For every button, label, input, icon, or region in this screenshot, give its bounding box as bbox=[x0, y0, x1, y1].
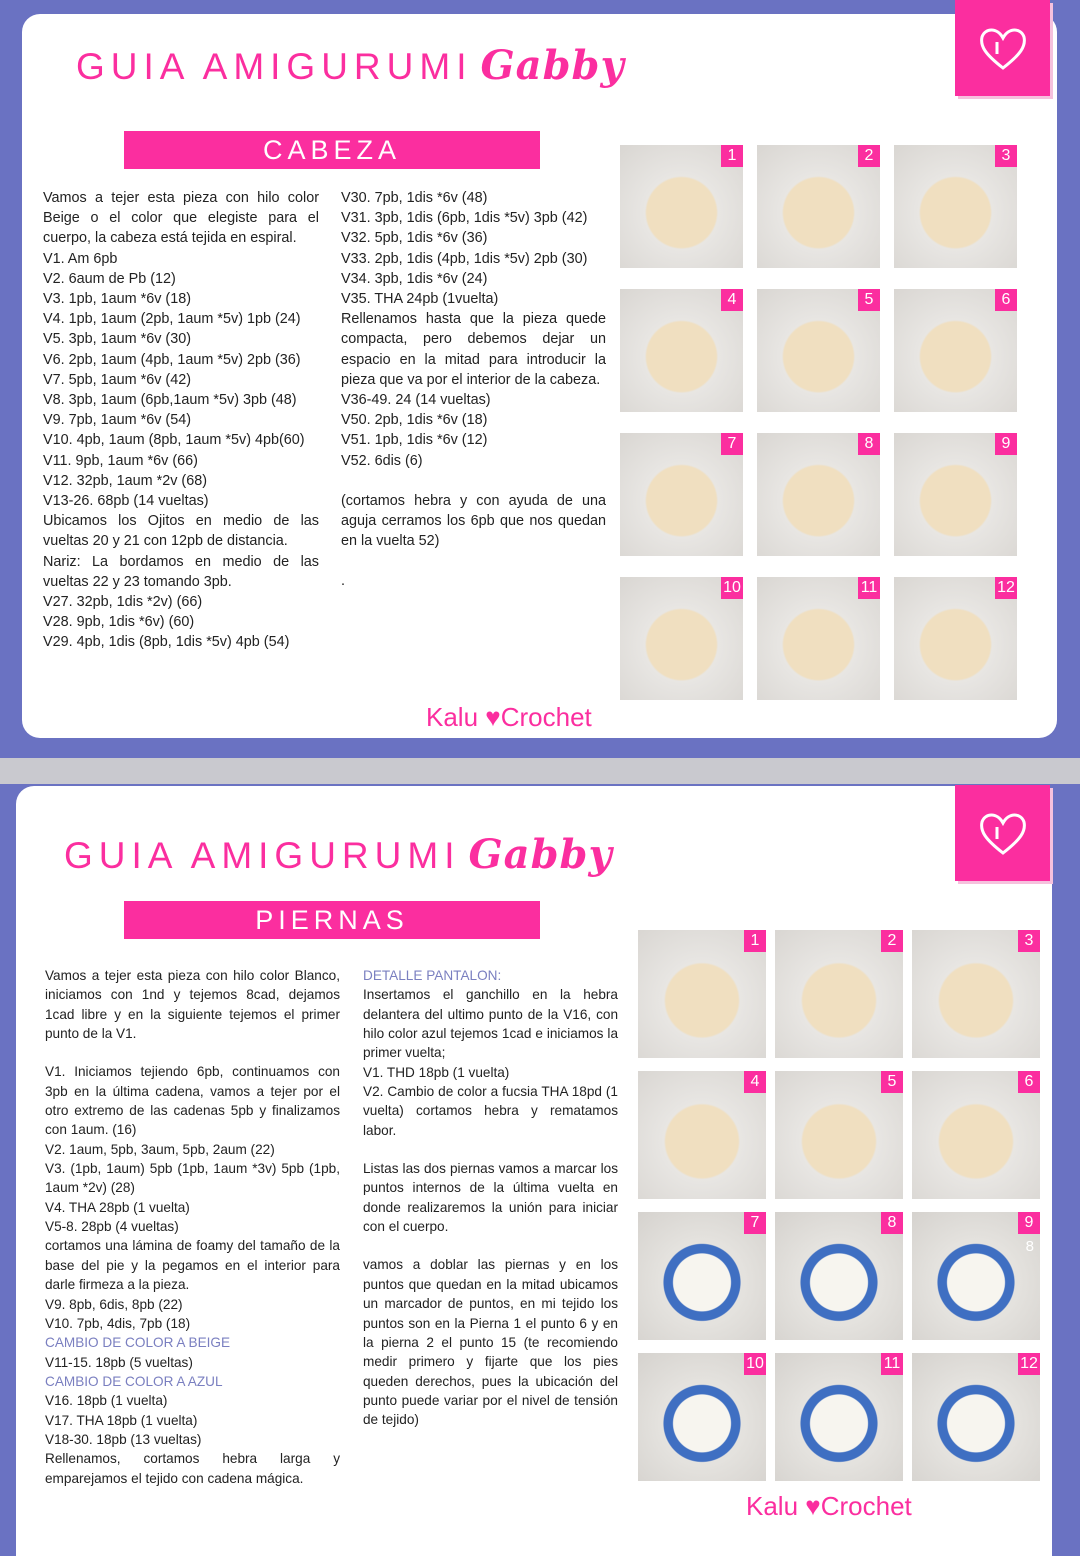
page-piernas bbox=[16, 786, 1052, 1556]
step-photo bbox=[775, 930, 903, 1058]
instruction-line: V52. 6dis (6) bbox=[341, 452, 423, 469]
instruction-line: V8. 3pb, 1aum (6pb,1aum *5v) 3pb (48) bbox=[43, 392, 297, 409]
step-number-badge: 11 bbox=[858, 577, 880, 599]
instruction-line: Vamos a tejer esta pieza con hilo color Beige o el color que elegiste para el cuerpo, la cabeza está tejida en espiral. bbox=[43, 190, 319, 247]
page-cabeza bbox=[22, 14, 1057, 738]
footer-brand: Kalu ♥Crochet bbox=[426, 702, 592, 732]
instruction-line: V30. 7pb, 1dis *6v (48) bbox=[341, 190, 488, 206]
step-number-badge: 5 bbox=[881, 1071, 903, 1093]
instruction-line: V1. THD 18pb (1 vuelta) bbox=[363, 1064, 510, 1080]
instructions-column-1 bbox=[45, 966, 340, 1488]
instruction-line: V51. 1pb, 1dis *6v (12) bbox=[341, 432, 488, 449]
instruction-line: V16. 18pb (1 vuelta) bbox=[45, 1393, 168, 1409]
step-photo bbox=[638, 1353, 766, 1481]
step-number-badge: 10 bbox=[744, 1353, 766, 1375]
step-number-badge: 3 bbox=[1018, 930, 1040, 952]
step-photo bbox=[894, 433, 1017, 556]
section-banner: PIERNAS bbox=[124, 901, 540, 939]
instruction-line: vamos a doblar las piernas y en los puntos que quedan en la mitad ubicamos un marcador de puntos, en mi tejido los puntos son en la Pierna 1 el punto 6 y en la pierna 2 el punto 15 (te recomiendo medir primero y fijarte que los pies queden derechos, pues la ubicación del punto puede variar por el nivel de tensión de tejido) bbox=[363, 1257, 618, 1428]
step-number-badge: 12 bbox=[1018, 1353, 1040, 1375]
step-photo bbox=[912, 1071, 1040, 1199]
instruction-line: V4. THA 28pb (1 vuelta) bbox=[45, 1199, 190, 1215]
step-number-badge: 3 bbox=[995, 145, 1017, 167]
instruction-line: V18-30. 18pb (13 vueltas) bbox=[45, 1431, 202, 1447]
instruction-line: cortamos una lámina de foamy del tamaño de la base del pie y la pegamos en el interior para darle firmeza a la pieza. bbox=[45, 1238, 340, 1293]
instruction-line: V11-15. 18pb (5 vueltas) bbox=[45, 1354, 193, 1370]
step-number-badge: 11 bbox=[881, 1353, 903, 1375]
step-number-badge: 5 bbox=[858, 289, 880, 311]
section-banner: CABEZA bbox=[124, 131, 540, 169]
instruction-line: V11. 9pb, 1aum *6v (66) bbox=[43, 452, 198, 469]
step-photo bbox=[775, 1071, 903, 1199]
subheading: CAMBIO DE COLOR A BEIGE bbox=[45, 1335, 231, 1351]
step-number-badge: 6 bbox=[1018, 1071, 1040, 1093]
spacer bbox=[363, 1236, 618, 1255]
step-photo bbox=[757, 289, 880, 412]
page-separator bbox=[0, 758, 1080, 784]
subheading: DETALLE PANTALON: bbox=[363, 968, 502, 983]
instruction-line: V5. 3pb, 1aum *6v (30) bbox=[43, 331, 191, 348]
step-photo bbox=[620, 577, 743, 700]
instructions-column-1 bbox=[43, 188, 319, 653]
instruction-line: (cortamos hebra y con ayuda de una aguja cerramos los 6pb que nos quedan en la vuelta 52) bbox=[341, 492, 606, 550]
instructions-column-2 bbox=[341, 188, 606, 592]
step-number-badge: 1 bbox=[721, 145, 743, 167]
step-photo bbox=[638, 930, 766, 1058]
step-number-badge: 9 bbox=[995, 433, 1017, 455]
instruction-line: Vamos a tejer esta pieza con hilo color Blanco, iniciamos con 1nd y tejemos 8cad, dejamos 1cad libre y en la siguiente tejemos el primer punto de la V1. bbox=[45, 968, 340, 1042]
instruction-line: V3. (1pb, 1aum) 5pb (1pb, 1aum *3v) 5pb (1pb, 1aum *2v) (28) bbox=[45, 1161, 340, 1196]
instructions-column-2 bbox=[363, 966, 618, 1430]
step-number-badge: 8 bbox=[858, 433, 880, 455]
step-photo bbox=[912, 930, 1040, 1058]
instruction-line: V31. 3pb, 1dis (6pb, 1dis *5v) 3pb (42) bbox=[341, 210, 588, 227]
instruction-line: Rellenamos hasta que la pieza quede compacta, pero debemos dejar un espacio en la mitad para introducir la pieza que va por el interior de la cabeza. bbox=[341, 311, 606, 388]
instruction-line: V3. 1pb, 1aum *6v (18) bbox=[43, 291, 191, 308]
spacer bbox=[341, 471, 606, 491]
step-number-badge: 4 bbox=[744, 1071, 766, 1093]
step-number-badge: 2 bbox=[858, 145, 880, 167]
step-photo bbox=[775, 1212, 903, 1340]
instruction-line: V7. 5pb, 1aum *6v (42) bbox=[43, 371, 191, 388]
step-photo bbox=[757, 145, 880, 268]
instruction-line: V17. THA 18pb (1 vuelta) bbox=[45, 1412, 198, 1428]
instruction-line: V36-49. 24 (14 vueltas) bbox=[341, 392, 491, 409]
step-photo bbox=[638, 1071, 766, 1199]
instruction-line: Listas las dos piernas vamos a marcar los puntos internos de la última vuelta en donde realizaremos la unión para iniciar con el cuerpo. bbox=[363, 1161, 618, 1235]
step-photo bbox=[894, 289, 1017, 412]
subheading: CAMBIO DE COLOR A AZUL bbox=[45, 1373, 223, 1389]
instruction-line: V33. 2pb, 1dis (4pb, 1dis *5v) 2pb (30) bbox=[341, 250, 588, 267]
step-number-badge: 9 bbox=[1018, 1212, 1040, 1234]
instruction-line: Nariz: La bordamos en medio de las vueltas 22 y 23 tomando 3pb. bbox=[43, 553, 319, 590]
instruction-line: . bbox=[341, 573, 345, 590]
instruction-line: V10. 4pb, 1aum (8pb, 1aum *5v) 4pb(60) bbox=[43, 432, 305, 449]
instruction-line: V50. 2pb, 1dis *6v (18) bbox=[341, 412, 488, 429]
instruction-line: Ubicamos los Ojitos en medio de las vueltas 20 y 21 con 12pb de distancia. bbox=[43, 513, 319, 550]
instruction-line: V35. THA 24pb (1vuelta) bbox=[341, 291, 499, 308]
page-title: GUIA AMIGURUMI Gabby bbox=[76, 42, 625, 89]
instruction-line: V6. 2pb, 1aum (4pb, 1aum *5v) 2pb (36) bbox=[43, 351, 301, 368]
photo-grid bbox=[638, 930, 1040, 1481]
spacer bbox=[363, 1140, 618, 1159]
step-number-badge: 12 bbox=[995, 577, 1017, 599]
step-photo bbox=[620, 433, 743, 556]
step-number-badge: 6 bbox=[995, 289, 1017, 311]
instruction-line: V4. 1pb, 1aum (2pb, 1aum *5v) 1pb (24) bbox=[43, 311, 301, 328]
instruction-line: V10. 7pb, 4dis, 7pb (18) bbox=[45, 1315, 191, 1331]
instruction-line: V32. 5pb, 1dis *6v (36) bbox=[341, 230, 488, 247]
footer-brand: Kalu ♥Crochet bbox=[746, 1491, 912, 1521]
step-number-badge: 8 bbox=[881, 1212, 903, 1234]
step-photo bbox=[638, 1212, 766, 1340]
step-number-badge: 2 bbox=[881, 930, 903, 952]
spacer bbox=[341, 551, 606, 571]
step-photo bbox=[757, 433, 880, 556]
step-photo bbox=[894, 577, 1017, 700]
instruction-line: V29. 4pb, 1dis (8pb, 1dis *5v) 4pb (54) bbox=[43, 634, 290, 651]
step-photo bbox=[912, 1353, 1040, 1481]
heart-icon: ♥ bbox=[805, 1491, 821, 1521]
instruction-line: Rellenamos, cortamos hebra larga y emparejamos el tejido con cadena mágica. bbox=[45, 1451, 340, 1486]
instruction-line: V12. 32pb, 1aum *2v (68) bbox=[43, 472, 207, 489]
heart-logo-icon bbox=[955, 785, 1050, 881]
instruction-line: V2. 6aum de Pb (12) bbox=[43, 270, 176, 287]
instruction-line: Insertamos el ganchillo en la hebra delantera del ultimo punto de la V16, con hilo color azul tejemos 1cad e iniciamos la primer vuelta; bbox=[363, 987, 618, 1061]
step-photo bbox=[775, 1353, 903, 1481]
step-photo bbox=[757, 577, 880, 700]
instruction-line: V13-26. 68pb (14 vueltas) bbox=[43, 493, 209, 510]
step-number-badge: 4 bbox=[721, 289, 743, 311]
instruction-line: V9. 8pb, 6dis, 8pb (22) bbox=[45, 1296, 183, 1312]
heart-logo-icon bbox=[955, 0, 1050, 96]
instruction-line: V1. Am 6pb bbox=[43, 250, 118, 267]
step-photo bbox=[620, 145, 743, 268]
step-photo bbox=[912, 1212, 1040, 1340]
step-number-badge: 10 bbox=[721, 577, 743, 599]
photo-overlay-text: 8 bbox=[1025, 1238, 1034, 1255]
instruction-line: V2. 1aum, 5pb, 3aum, 5pb, 2aum (22) bbox=[45, 1141, 275, 1157]
instruction-line: V28. 9pb, 1dis *6v) (60) bbox=[43, 614, 195, 631]
heart-icon: ♥ bbox=[485, 702, 501, 732]
instruction-line: V34. 3pb, 1dis *6v (24) bbox=[341, 270, 488, 287]
spacer bbox=[45, 1043, 340, 1062]
page-title: GUIA AMIGURUMI Gabby bbox=[64, 831, 613, 878]
instruction-line: V9. 7pb, 1aum *6v (54) bbox=[43, 412, 191, 429]
instruction-line: V5-8. 28pb (4 vueltas) bbox=[45, 1219, 179, 1235]
step-photo bbox=[620, 289, 743, 412]
instruction-line: V1. Iniciamos tejiendo 6pb, continuamos con 3pb en la última cadena, vamos a tejer por el otro extremo de las cadenas 5pb y finalizamos con 1aum. (16) bbox=[45, 1064, 340, 1138]
photo-grid bbox=[620, 145, 1017, 700]
step-number-badge: 1 bbox=[744, 930, 766, 952]
step-number-badge: 7 bbox=[721, 433, 743, 455]
instruction-line: V27. 32pb, 1dis *2v) (66) bbox=[43, 594, 203, 611]
step-photo bbox=[894, 145, 1017, 268]
step-number-badge: 7 bbox=[744, 1212, 766, 1234]
instruction-line: V2. Cambio de color a fucsia THA 18pd (1 vuelta) cortamos hebra y rematamos labor. bbox=[363, 1084, 618, 1138]
